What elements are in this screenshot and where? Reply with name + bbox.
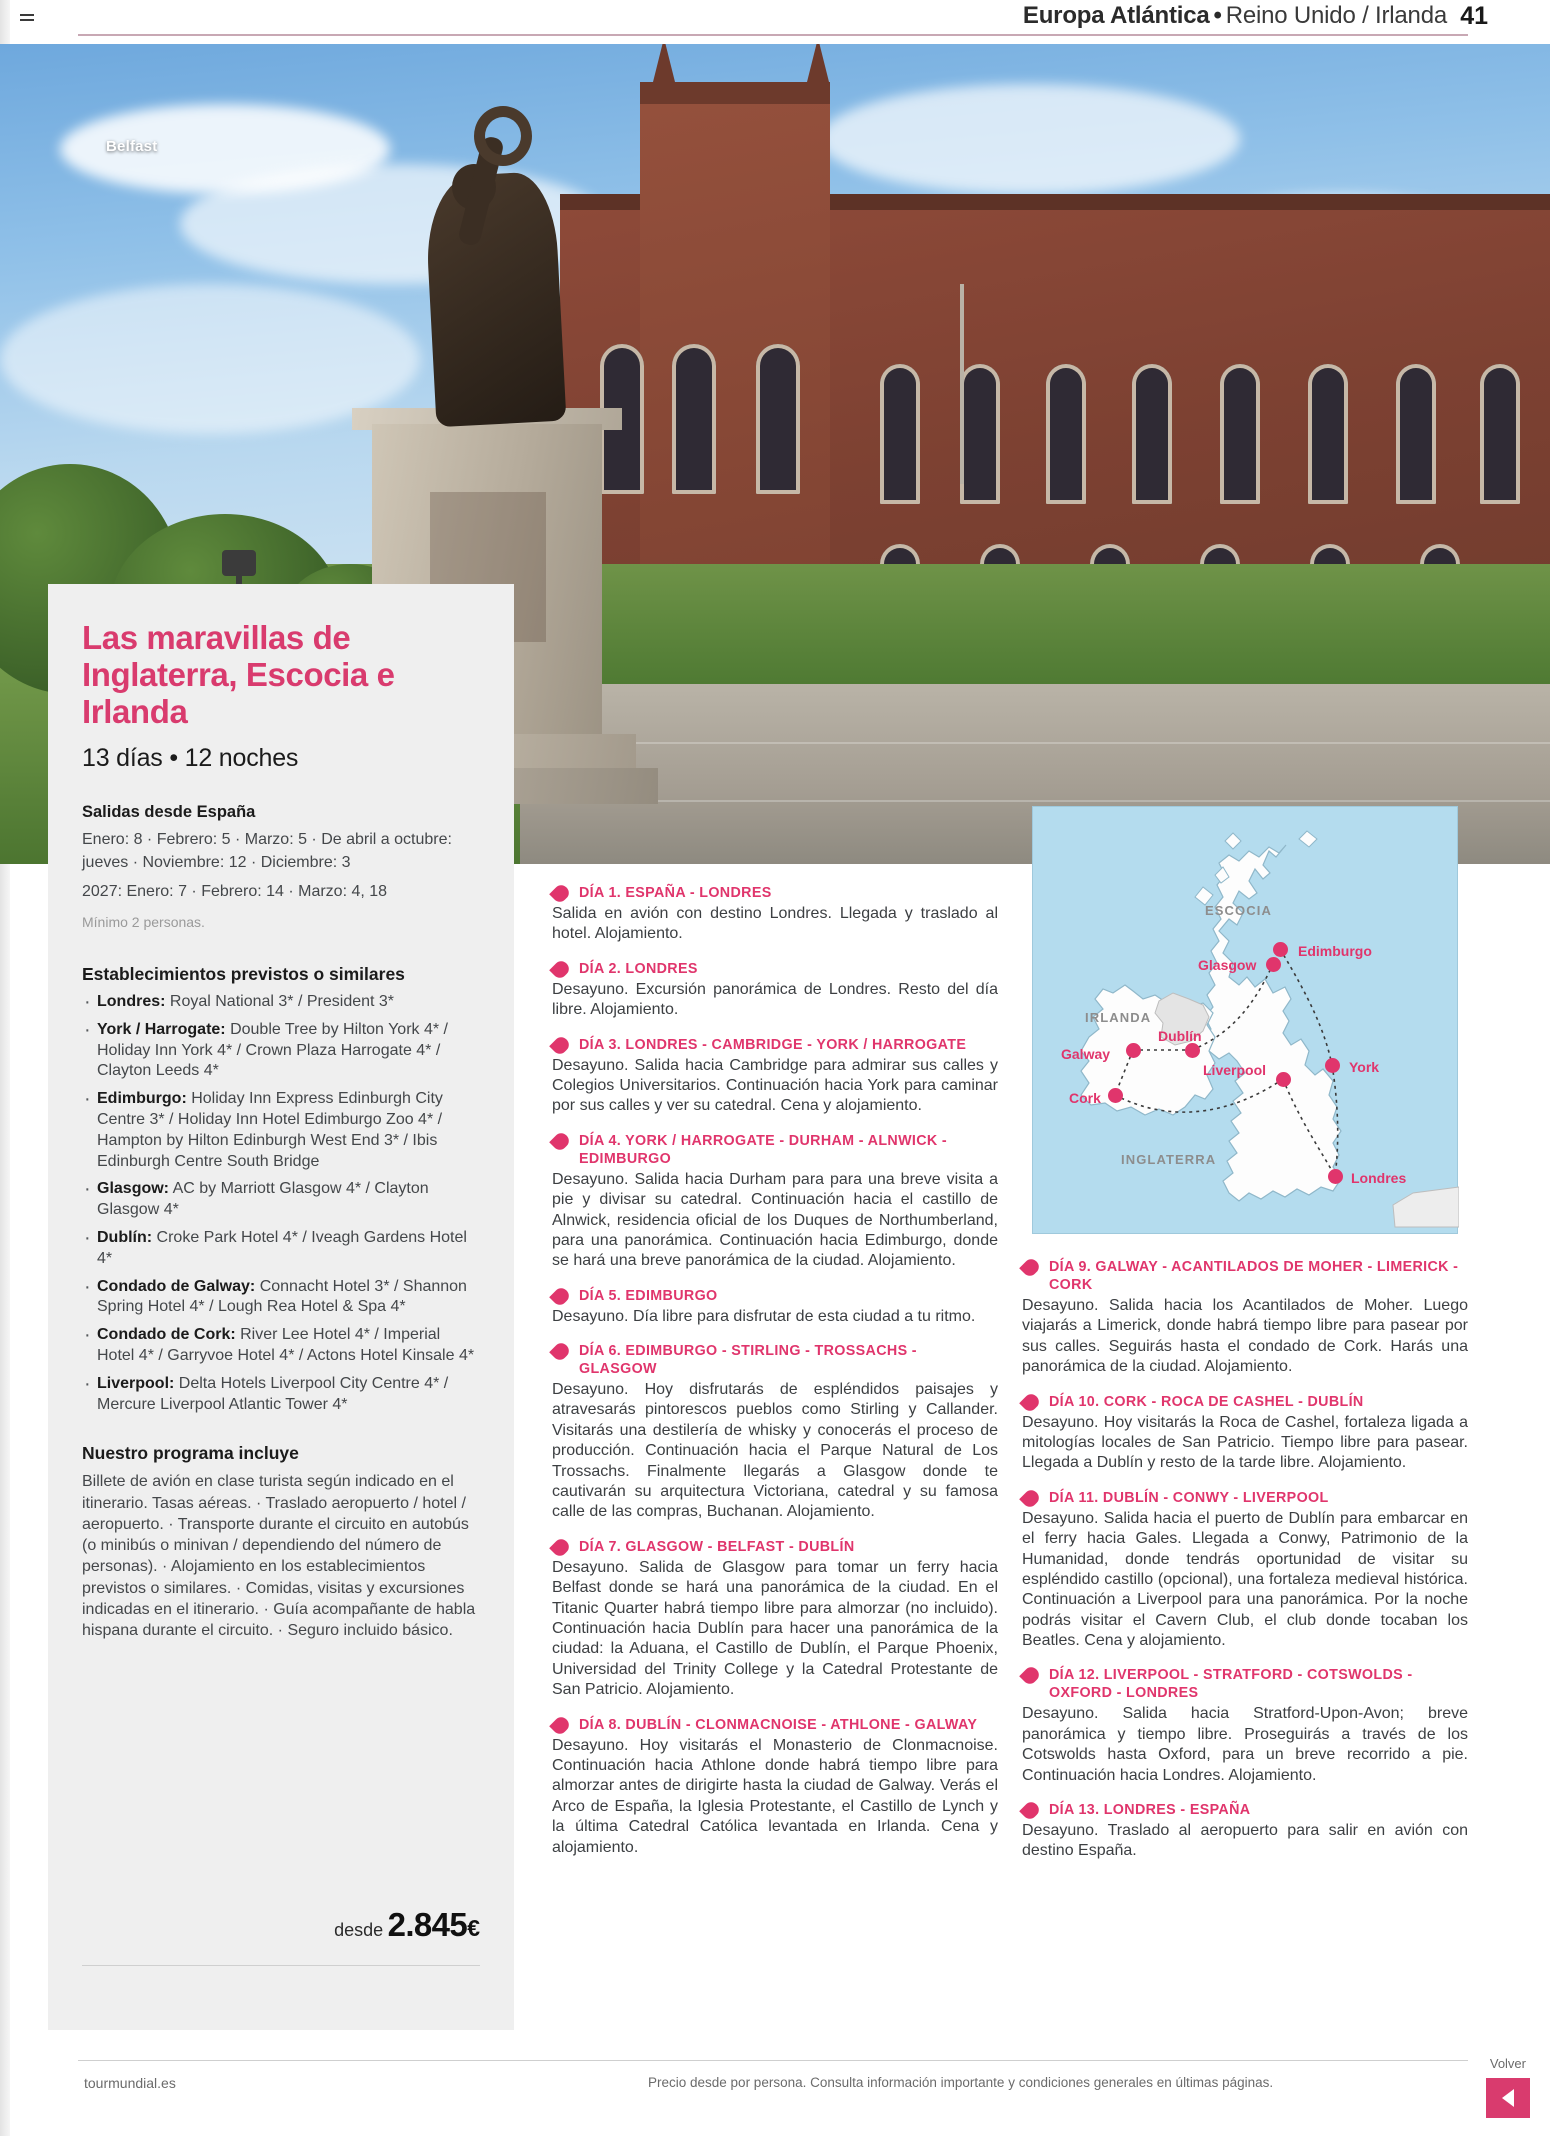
map-city-dot: [1325, 1058, 1340, 1073]
window: [880, 364, 920, 504]
map-city-dot: [1266, 957, 1281, 972]
itinerary-day-title-text: DÍA 12. LIVERPOOL - STRATFORD - COTSWOLDS - OXFORD - LONDRES: [1049, 1667, 1413, 1702]
itinerary-day-title: [552, 884, 998, 902]
great-britain-shape: [1203, 845, 1341, 1201]
map-pin-icon: [1019, 1487, 1042, 1510]
price-currency: €: [467, 1915, 480, 1941]
itinerary-day-title: [1022, 1801, 1468, 1819]
map-pin-icon: [549, 882, 572, 905]
itinerary-column-left: [552, 884, 998, 1873]
price-block: [334, 1906, 480, 1944]
hotel-city: Glasgow:: [97, 1180, 170, 1198]
map-region-label: ESCOCIA: [1205, 903, 1272, 918]
page-title: Las maravillas de Inglaterra, Escocia e Irlanda: [82, 619, 395, 730]
hotel-city: Edimburgo:: [97, 1090, 187, 1108]
itinerary-day-body: Desayuno. Día libre para disfrutar de esta ciudad a tu ritmo.: [552, 1307, 976, 1325]
hotel-names: Double Tree by Hilton York 4* / Holiday Inn York 4* / Crown Plaza Harrogate 4* / Clayton Leeds 4*: [97, 1020, 448, 1080]
spire: [806, 44, 830, 86]
window: [1396, 364, 1436, 504]
itinerary-day-title: [552, 960, 998, 978]
map-city-dot: [1126, 1043, 1141, 1058]
itinerary-day-body: Desayuno. Salida hacia Cambridge para admirar sus calles y Colegios Universitarios. Continuación hacia York para caminar por sus calles y ver su catedral. Cena y alojamiento.: [552, 1056, 998, 1115]
header-breadcrumb: [1023, 2, 1447, 30]
hotel-list-item: [82, 1374, 480, 1416]
hotel-list-item: [82, 1020, 480, 1082]
itinerary-day-title-text: DÍA 13. LONDRES - ESPAÑA: [1049, 1802, 1251, 1819]
page-header: [0, 0, 1550, 36]
itinerary-day-body: Desayuno. Salida hacia los Acantilados de Moher. Luego viajarás a Limerick, donde habrá tiempo libre para pasear por sus calles. Seguirás hasta el condado de Cork. Harás una panorámica de la ciudad. Alojamiento.: [1022, 1297, 1468, 1376]
hotel-city: Dublín:: [97, 1228, 153, 1246]
itinerary-day-title-text: DÍA 5. EDIMBURGO: [579, 1287, 718, 1304]
itinerary-day: [1022, 1258, 1468, 1378]
hotel-city: Condado de Galway:: [97, 1277, 256, 1295]
minimum-persons-note: Mínimo 2 personas.: [82, 914, 205, 931]
hotel-list-item: [82, 1179, 480, 1221]
map-pin-icon: [1019, 1391, 1042, 1414]
hotel-names: AC by Marriott Glasgow 4* / Clayton Glasgow 4*: [97, 1180, 429, 1219]
map-city-label: Liverpool: [1203, 1062, 1267, 1078]
departures-heading: Salidas desde España: [82, 802, 256, 821]
itinerary-day-title: [552, 1342, 998, 1378]
itinerary-day-title-text: DÍA 9. GALWAY - ACANTILADOS DE MOHER - LIMERICK - CORK: [1049, 1259, 1459, 1293]
map-city-dot: [1273, 942, 1288, 957]
header-region: Reino Unido / Irlanda: [1225, 2, 1447, 29]
itinerary-day: [552, 960, 998, 1021]
itinerary-day: [552, 1132, 998, 1272]
itinerary-day-title-text: DÍA 8. DUBLÍN - CLONMACNOISE - ATHLONE - GALWAY: [579, 1716, 978, 1733]
hotel-city: Londres:: [97, 993, 166, 1011]
map-city-dot: [1276, 1072, 1291, 1087]
header-separator: •: [1213, 2, 1222, 29]
hotel-list-item: [82, 1325, 480, 1367]
departures-line-2: 2027: Enero: 7 · Febrero: 14 · Marzo: 4, 18: [82, 883, 388, 901]
hotel-names: Connacht Hotel 3* / Shannon Spring Hotel 4* / Lough Rea Hotel & Spa 4*: [97, 1277, 467, 1316]
flagpole: [960, 284, 964, 484]
itinerary-day-title: [552, 1036, 998, 1054]
itinerary-day-title: [552, 1716, 998, 1734]
itinerary-day-title-text: DÍA 6. EDIMBURGO - STIRLING - TROSSACHS - GLASGOW: [579, 1343, 917, 1378]
itinerary-day: [552, 1342, 998, 1523]
hotel-names: Delta Hotels Liverpool City Centre 4* / Mercure Liverpool Atlantic Tower 4*: [97, 1374, 449, 1413]
hotel-list-item: [82, 1089, 480, 1172]
hotel-city: Condado de Cork:: [97, 1326, 236, 1344]
itinerary-day-body: Desayuno. Salida hacia el puerto de Dublín para embarcar en el ferry hacia Gales. Llegada a Conwy, Patrimonio de la Humanidad, donde tendrás oportunidad de visitar su espléndido castillo (opcional), una fortaleza medieval histórica. Continuación a Liverpool para una panorámica. Por la noche podrás visitar el Cavern Club, el club donde tocaban los Beatles. Cena y alojamiento.: [1022, 1509, 1468, 1650]
map-pin-icon: [1019, 1256, 1042, 1279]
itinerary-day-title-text: DÍA 7. GLASGOW - BELFAST - DUBLÍN: [579, 1538, 855, 1555]
window: [1046, 364, 1086, 504]
hotel-city: Liverpool:: [97, 1374, 175, 1392]
route-map: [1032, 806, 1458, 1234]
back-button[interactable]: [1486, 2078, 1530, 2118]
itinerary-day-title-text: DÍA 10. CORK - ROCA DE CASHEL - DUBLÍN: [1049, 1393, 1364, 1410]
header-divider: [78, 34, 1468, 36]
itinerary-day-body: Desayuno. Traslado al aeropuerto para salir en avión con destino España.: [1022, 1822, 1468, 1860]
includes-heading: Nuestro programa incluye: [82, 1443, 299, 1464]
map-pin-icon: [1019, 1799, 1042, 1822]
itinerary-day: [552, 1716, 998, 1858]
itinerary-column-right: [1022, 1258, 1468, 1877]
cloud: [820, 84, 1240, 194]
map-city-label: Dublín: [1158, 1028, 1202, 1044]
back-label: Volver: [1489, 2056, 1526, 2071]
window: [756, 344, 800, 494]
itinerary-day: [552, 884, 998, 945]
arrow-left-icon: [1502, 2089, 1514, 2107]
map-city-label: Londres: [1351, 1170, 1407, 1186]
itinerary-day-body: Desayuno. Hoy disfrutarás de espléndidos paisajes y atravesarás pintorescos pueblos como Stirling y Callander. Visitarás una destilería de whisky y conocerás el proceso de producción. Continuación hacia el Parque Natural de Los Trossachs. Finalmente llegarás a Glasgow donde te cautivarán su arquitectura Victoriana, catedral y su famosa calle de las compras, Buchanan. Alojamiento.: [552, 1381, 998, 1521]
page-number: 41: [1460, 2, 1488, 30]
card-divider: [82, 1965, 480, 1966]
map-city-dot: [1185, 1043, 1200, 1058]
includes-body: Billete de avión en clase turista según indicado en el itinerario. Tasas aéreas. · Traslado aeropuerto / hotel / aeropuerto. · Transporte durante el circuito en autobús (o minibús o minivan / dependiendo del número de personas). · Alojamiento en los establecimientos previstos o similares. · Comidas, visitas y excursiones indicadas en el itinerario. · Guía acompañante de habla hispana durante el circuito. · Seguro incluido básico.: [82, 1473, 476, 1640]
duration-subtitle: 13 días • 12 noches: [82, 743, 299, 772]
footer-website[interactable]: tourmundial.es: [84, 2075, 176, 2091]
price-prefix: desde: [334, 1920, 384, 1940]
itinerary-day: [1022, 1489, 1468, 1652]
window: [1132, 364, 1172, 504]
street-lamp-head: [222, 550, 256, 576]
menu-mark-icon: [20, 14, 34, 24]
map-city-label: Glasgow: [1198, 957, 1257, 973]
hero-caption: Belfast: [106, 138, 158, 155]
header-section: Europa Atlántica: [1022, 2, 1210, 29]
itinerary-day-title-text: DÍA 11. DUBLÍN - CONWY - LIVERPOOL: [1049, 1489, 1329, 1506]
window: [1480, 364, 1520, 504]
map-city-label: York: [1349, 1059, 1380, 1075]
window: [1220, 364, 1260, 504]
itinerary-day: [1022, 1393, 1468, 1474]
statue-wreath: [474, 106, 532, 166]
hotel-list-item: [82, 992, 480, 1013]
map-city-label: Cork: [1069, 1090, 1101, 1106]
itinerary-day: [552, 1538, 998, 1701]
itinerary-day: [1022, 1666, 1468, 1786]
france-corner: [1393, 1187, 1459, 1227]
hotel-list-item: [82, 1228, 480, 1270]
hotel-names: Royal National 3* / President 3*: [165, 993, 395, 1011]
itinerary-day: [552, 1287, 998, 1327]
hotel-names: Holiday Inn Express Edinburgh City Centre 3* / Holiday Inn Hotel Edimburgo Zoo 4* / Hampton by Hilton Edinburgh West End 3* / Ibis Edinburgh Centre South Bridge: [97, 1090, 443, 1170]
footer-disclaimer: Precio desde por persona. Consulta información importante y condiciones generales en últimas páginas.: [648, 2075, 1274, 2090]
window: [1308, 364, 1348, 504]
map-pin-icon: [549, 1340, 572, 1363]
departures-line-1: Enero: 8 · Febrero: 5 · Marzo: 5 · De abril a octubre: jueves · Noviembre: 12 · Diciembre: 3: [82, 830, 452, 871]
map-city-dot: [1328, 1169, 1343, 1184]
map-city-dot: [1108, 1088, 1123, 1103]
itinerary-day-title: [552, 1287, 998, 1305]
map-pin-icon: [549, 1285, 572, 1308]
itinerary-day: [552, 1036, 998, 1117]
itinerary-day-body: Desayuno. Salida hacia Durham para para una breve visita a pie y divisar su catedral. Continuación hacia el castillo de Alnwick, residencia oficial de los Duques de Northumberland, para una panorámica. Continuación hacia Edimburgo, donde se hará una breve panorámica de la ciudad. Alojamiento.: [552, 1170, 998, 1270]
itinerary-day-title: [552, 1132, 998, 1168]
itinerary-day-title: [552, 1538, 998, 1556]
hotel-names: Croke Park Hotel 4* / Iveagh Gardens Hotel 4*: [97, 1228, 467, 1267]
spire: [652, 44, 676, 86]
map-region-label: INGLATERRA: [1121, 1152, 1217, 1167]
itinerary-day-body: Desayuno. Hoy visitarás la Roca de Cashel, fortaleza ligada a mitologías locales de San Patricio. Tiempo libre para pasear. Llegada a Dublín y resto de la tarde libre. Alojamiento.: [1022, 1413, 1468, 1472]
window: [960, 364, 1000, 504]
itinerary-day-title: [1022, 1489, 1468, 1507]
itinerary-day-body: Desayuno. Hoy visitarás el Monasterio de Clonmacnoise. Continuación hacia Athlone donde habrá tiempo libre para almorzar antes de dirigirte hasta la ciudad de Galway. Verás el Arco de España, la Iglesia Protestante, el Castillo de Lynch y la última Catedral Católica levantada en Irlanda. Cena y alojamiento.: [552, 1736, 998, 1856]
map-pin-icon: [549, 958, 572, 981]
map-pin-icon: [549, 1034, 572, 1057]
map-city-label: Galway: [1061, 1046, 1111, 1062]
map-pin-icon: [549, 1130, 572, 1153]
itinerary-day-title-text: DÍA 3. LONDRES - CAMBRIDGE - YORK / HARROGATE: [579, 1036, 967, 1053]
itinerary-day-title: [1022, 1393, 1468, 1411]
itinerary-day-body: Salida en avión con destino Londres. Llegada y traslado al hotel. Alojamiento.: [552, 905, 998, 943]
hotels-heading: Establecimientos previstos o similares: [82, 964, 405, 985]
itinerary-day-body: Desayuno. Salida hacia Stratford-Upon-Avon; breve panorámica y tiempo libre. Proseguirás a través de los Cotswolds hasta Oxford, para un breve recorrido a pie. Continuación hacia Londres. Alojamiento.: [1022, 1705, 1468, 1784]
map-pin-icon: [1019, 1665, 1042, 1688]
bronze-statue: [424, 171, 567, 427]
price-value: 2.845: [387, 1906, 468, 1943]
map-pin-icon: [549, 1714, 572, 1737]
hotel-names: River Lee Hotel 4* / Imperial Hotel 4* / Garryvoe Hotel 4* / Actons Hotel Kinsale 4*: [97, 1326, 475, 1364]
itinerary-day-body: Desayuno. Excursión panorámica de Londres. Resto del día libre. Alojamiento.: [552, 980, 998, 1019]
itinerary-day-body: Desayuno. Salida de Glasgow para tomar un ferry hacia Belfast donde se hará una panorámica de la ciudad. En el Titanic Quarter habrá tiempo libre para almorzar (no incluido). Continuación hacia Dublín para hacer una panorámica de la ciudad: la Aduana, el Castillo de Dublín, el Parque Phoenix, Universidad del Trinity College y la Catedral Protestante de San Patricio. Alojamiento.: [552, 1558, 998, 1699]
itinerary-day-title: [1022, 1258, 1468, 1294]
footer-divider: [78, 2060, 1468, 2061]
itinerary-day-title-text: DÍA 2. LONDRES: [579, 960, 698, 977]
itinerary-day-title: [1022, 1666, 1468, 1702]
offer-card: [48, 584, 514, 2030]
hotel-list-item: [82, 1277, 480, 1319]
window: [672, 344, 716, 494]
map-pin-icon: [549, 1536, 572, 1559]
map-city-label: Edimburgo: [1298, 943, 1372, 959]
hotel-city: York / Harrogate:: [97, 1020, 226, 1038]
itinerary-day: [1022, 1801, 1468, 1862]
itinerary-day-title-text: DÍA 1. ESPAÑA - LONDRES: [579, 885, 772, 901]
map-region-label: IRLANDA: [1085, 1010, 1152, 1025]
itinerary-day-title-text: DÍA 4. YORK / HARROGATE - DURHAM - ALNWICK - EDIMBURGO: [579, 1132, 948, 1167]
hotels-list: [82, 992, 480, 1415]
